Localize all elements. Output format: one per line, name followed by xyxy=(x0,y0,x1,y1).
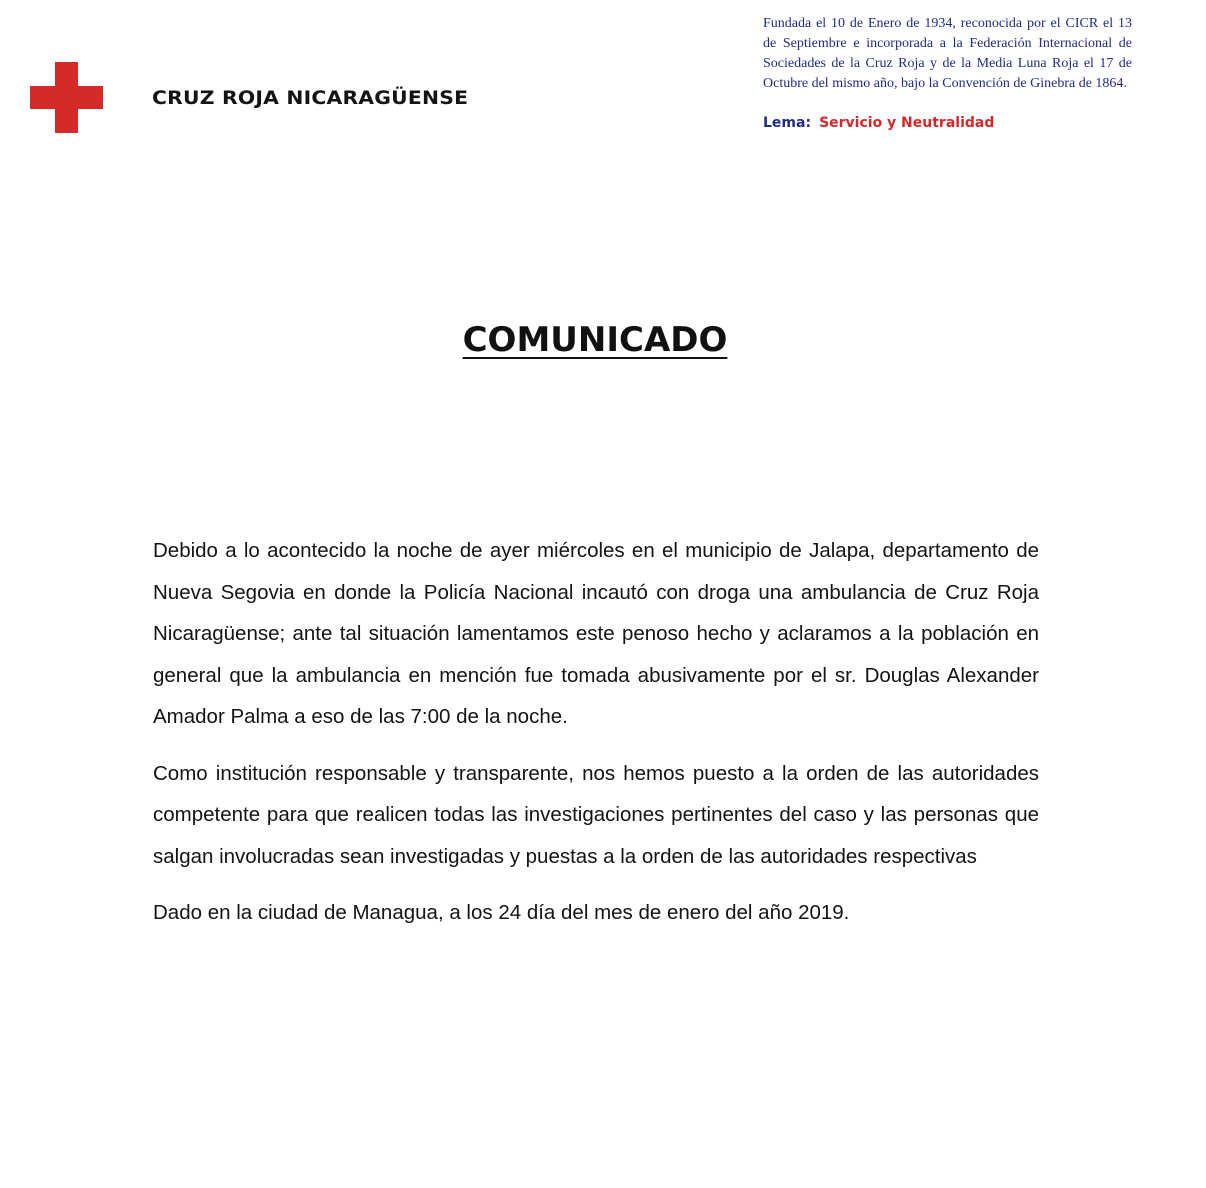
paragraph-institution: Como institución responsable y transparente, nos hemos puesto a la orden de las autoridades competente para que realicen todas las investigaciones pertinentes del caso y las personas que salgan involucradas sean investigadas y puestas a la orden de las autoridades respectivas xyxy=(153,761,1039,868)
paragraph-incident: Debido a lo acontecido la noche de ayer miércoles en el municipio de Jalapa, departamento de Nueva Segovia en donde la Policía Nacional incautó con droga una ambulancia de Cruz Roja Nicaragüense; ante tal situación lamentamos este penoso hecho y aclaramos a la población en general que la ambulancia en mención fue tomada abusivamente por el sr. Douglas Alexander Amador Palma a eso de las 7:00 de la noche. xyxy=(153,539,1039,728)
motto xyxy=(763,115,994,131)
motto-label: Lema: xyxy=(763,115,812,131)
founding-statement: Fundada el 10 de Enero de 1934, reconocida por el CICR el 13 de Septiembre e incorporada a la Federación Internacional de Sociedades de la Cruz Roja y de la Media Luna Roja el 17 de Octubre del mismo año, bajo la Convención de Ginebra de 1864. xyxy=(763,16,1132,91)
motto-value: Servicio y Neutralidad xyxy=(819,115,995,131)
document-title: COMUNICADO xyxy=(462,320,728,360)
paragraph-date: Dado en la ciudad de Managua, a los 24 día del mes de enero del año 2019. xyxy=(153,901,850,924)
document-title-wrapper xyxy=(0,320,1190,360)
organization-name: CRUZ ROJA NICARAGÜENSE xyxy=(152,87,469,109)
document-body xyxy=(153,530,1039,949)
red-cross-icon xyxy=(30,62,103,133)
